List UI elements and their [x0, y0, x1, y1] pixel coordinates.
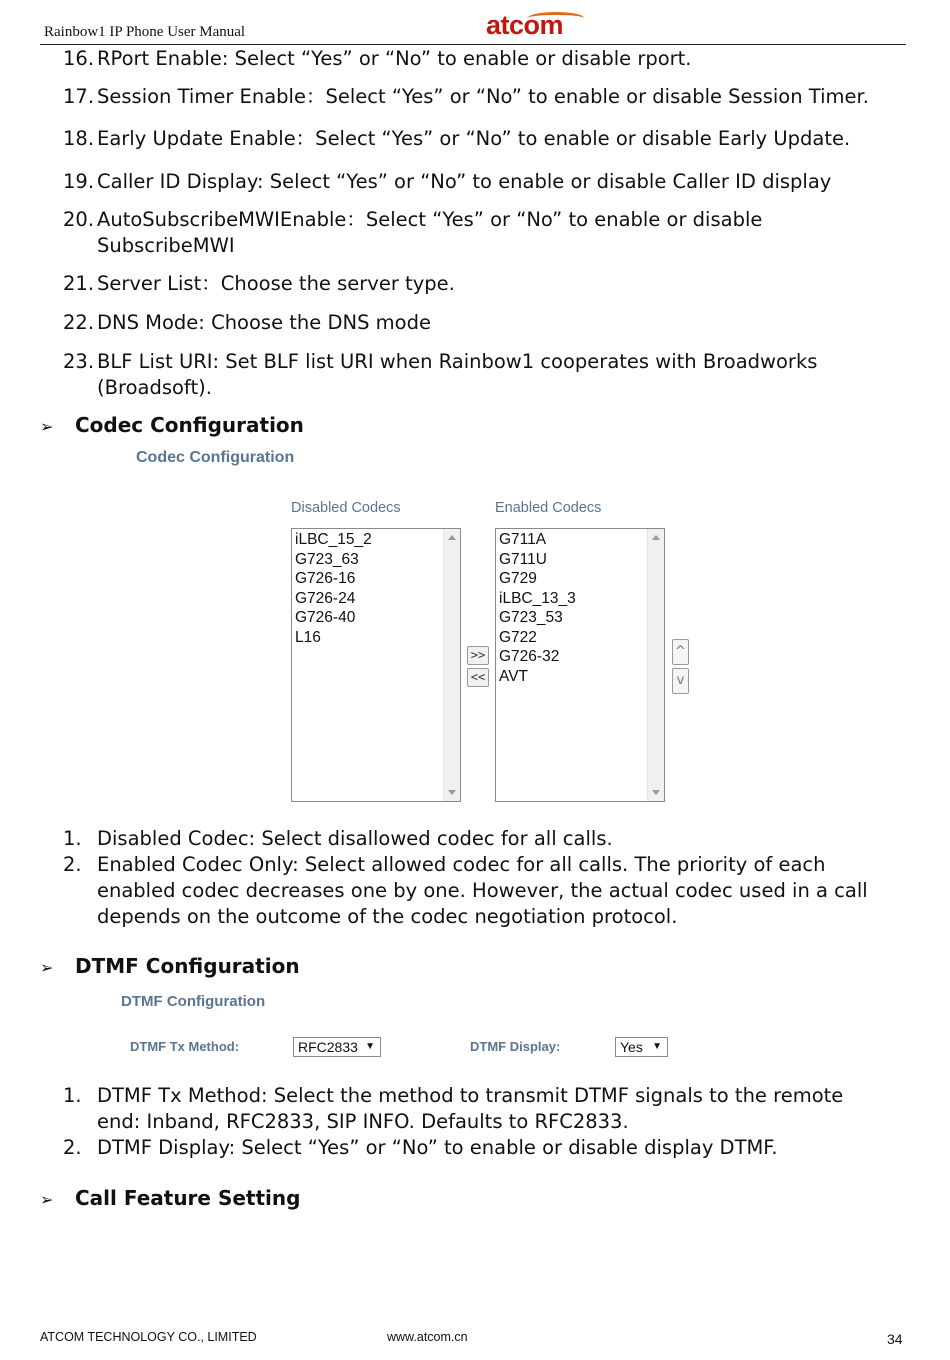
chevron-down-icon: ▼ — [365, 1041, 375, 1052]
bullet-arrow-icon: ➢ — [40, 958, 54, 977]
enabled-codecs-scrollbar[interactable] — [647, 529, 664, 801]
scroll-up-icon[interactable] — [448, 535, 456, 540]
dtmf-section-heading: DTMF Configuration — [75, 954, 300, 978]
move-up-button[interactable]: ^ — [672, 639, 689, 665]
enabled-codecs-label: Enabled Codecs — [495, 500, 602, 516]
manual-title: Rainbow1 IP Phone User Manual — [44, 24, 246, 40]
codec-option[interactable]: G726-40 — [295, 609, 356, 626]
chevron-down-icon: ▼ — [652, 1041, 662, 1052]
codec-option[interactable]: G711U — [499, 550, 547, 568]
codec-option[interactable]: G722 — [499, 628, 537, 646]
scroll-down-icon[interactable] — [448, 790, 456, 795]
codec-option[interactable]: G726-32 — [499, 648, 560, 665]
atcom-logo: atcom — [486, 10, 564, 40]
codec-option[interactable]: G726-24 — [295, 589, 356, 607]
disabled-codecs-label: Disabled Codecs — [291, 500, 401, 516]
codec-option[interactable]: L16 — [295, 628, 321, 646]
codec-option[interactable]: AVT — [499, 667, 528, 685]
disabled-codecs-scrollbar[interactable] — [443, 529, 460, 801]
disabled-codecs-listbox[interactable] — [291, 528, 461, 802]
codec-option[interactable]: G729 — [499, 570, 537, 587]
codec-section-heading: Codec Configuration — [75, 413, 304, 437]
scroll-up-icon[interactable] — [652, 535, 660, 540]
move-down-button[interactable]: v — [672, 668, 689, 694]
dtmf-panel-title: DTMF Configuration — [121, 993, 266, 1010]
codec-option[interactable]: G726-16 — [295, 570, 356, 587]
dtmf-tx-method-select[interactable]: RFC2833 ▼ — [293, 1037, 381, 1057]
page-number: 34 — [887, 1331, 903, 1347]
codec-option[interactable]: G723_53 — [499, 609, 563, 626]
codec-panel-title: Codec Configuration — [136, 449, 295, 466]
call-feature-section-heading: Call Feature Setting — [75, 1186, 301, 1210]
codec-option[interactable]: iLBC_13_3 — [499, 589, 576, 607]
codec-option[interactable]: G723_63 — [295, 550, 359, 568]
codec-option[interactable]: G711A — [499, 531, 547, 548]
bullet-arrow-icon: ➢ — [40, 417, 54, 436]
bullet-arrow-icon: ➢ — [40, 1190, 54, 1209]
header-divider — [40, 44, 906, 45]
scroll-down-icon[interactable] — [652, 790, 660, 795]
move-to-disabled-button[interactable]: << — [467, 668, 489, 687]
dtmf-tx-method-label: DTMF Tx Method: — [130, 1039, 240, 1054]
move-to-enabled-button[interactable]: >> — [467, 646, 489, 665]
footer-company: ATCOM TECHNOLOGY CO., LIMITED — [40, 1330, 257, 1344]
dtmf-display-select[interactable]: Yes ▼ — [615, 1037, 668, 1057]
footer-website: www.atcom.cn — [387, 1330, 468, 1344]
codec-option[interactable]: iLBC_15_2 — [295, 531, 372, 548]
logo-swoosh — [528, 12, 584, 24]
dtmf-display-label: DTMF Display: — [470, 1039, 561, 1054]
enabled-codecs-listbox[interactable] — [495, 528, 665, 802]
